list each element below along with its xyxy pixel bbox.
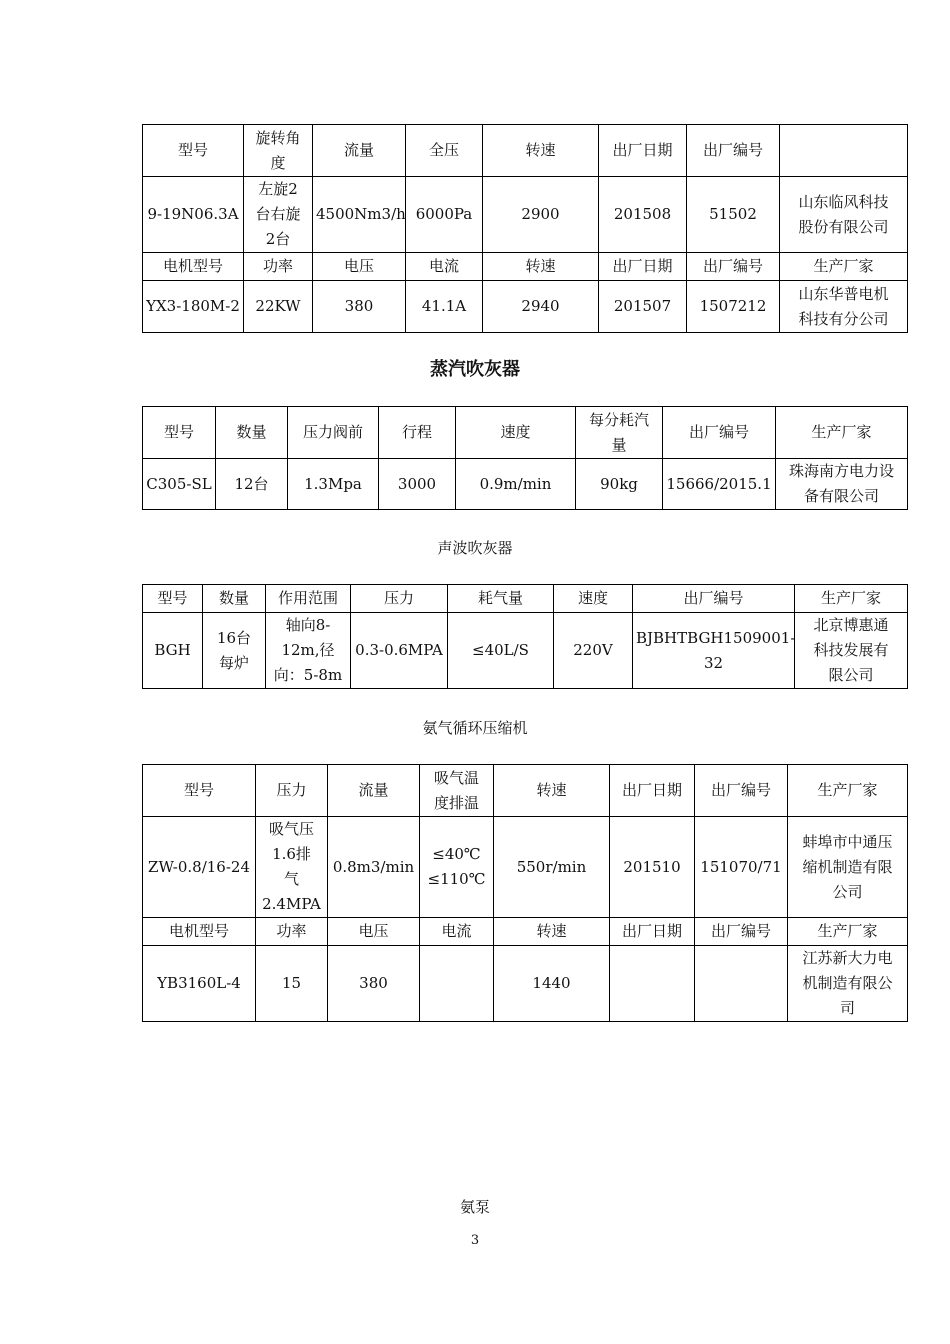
header-cell: 生产厂家 xyxy=(776,407,908,459)
table-cell: 北京博惠通 科技发展有 限公司 xyxy=(795,613,908,689)
table-cell: 380 xyxy=(328,946,420,1022)
table-row xyxy=(143,765,908,817)
table-row xyxy=(143,177,908,253)
header-cell: 耗气量 xyxy=(448,585,554,613)
table-cell: 出厂日期 xyxy=(610,918,695,946)
table-cell: 功率 xyxy=(244,253,313,281)
header-cell: 转速 xyxy=(494,765,610,817)
table-cell: YB3160L-4 xyxy=(143,946,256,1022)
table-cell: 电机型号 xyxy=(143,918,256,946)
table-cell: 220V xyxy=(554,613,633,689)
table-row xyxy=(143,253,908,281)
table-cell: 左旋2 台右旋 2台 xyxy=(244,177,313,253)
header-cell: 压力 xyxy=(351,585,448,613)
table-cell: 出厂日期 xyxy=(599,253,687,281)
table-cell: BGH xyxy=(143,613,203,689)
header-cell: 全压 xyxy=(406,125,483,177)
header-cell: 流量 xyxy=(328,765,420,817)
table-cell: 41.1A xyxy=(406,281,483,333)
table-cell: 功率 xyxy=(256,918,328,946)
table-row xyxy=(143,459,908,510)
header-cell: 出厂编号 xyxy=(663,407,776,459)
header-cell: 型号 xyxy=(143,125,244,177)
table-cell: 电流 xyxy=(406,253,483,281)
table-cell: 电压 xyxy=(328,918,420,946)
table-cell: 201507 xyxy=(599,281,687,333)
table-cell: 吸气压 1.6排 气 2.4MPA xyxy=(256,817,328,918)
header-cell: 数量 xyxy=(216,407,288,459)
table-cell: 380 xyxy=(313,281,406,333)
header-cell: 速度 xyxy=(554,585,633,613)
header-cell: 每分耗汽 量 xyxy=(576,407,663,459)
header-cell: 作用范围 xyxy=(266,585,351,613)
ammonia-compressor-table xyxy=(142,764,908,1022)
table-row xyxy=(143,281,908,333)
table-cell: 1.3Mpa xyxy=(288,459,379,510)
steam-sootblower-table xyxy=(142,406,908,510)
table-row xyxy=(143,817,908,918)
table-cell: 90kg xyxy=(576,459,663,510)
header-cell: 流量 xyxy=(313,125,406,177)
header-cell: 生产厂家 xyxy=(795,585,908,613)
table-cell: YX3-180M-2 xyxy=(143,281,244,333)
table-cell: 珠海南方电力设 备有限公司 xyxy=(776,459,908,510)
table-cell: 江苏新大力电 机制造有限公 司 xyxy=(788,946,908,1022)
header-cell: 压力阀前 xyxy=(288,407,379,459)
header-cell: 压力 xyxy=(256,765,328,817)
header-cell: 出厂编号 xyxy=(633,585,795,613)
table-cell: 15666/2015.1 xyxy=(663,459,776,510)
table-cell: C305-SL xyxy=(143,459,216,510)
header-cell xyxy=(780,125,908,177)
table-cell: 15 xyxy=(256,946,328,1022)
table-cell: 0.8m3/min xyxy=(328,817,420,918)
table-cell: 6000Pa xyxy=(406,177,483,253)
table-cell xyxy=(695,946,788,1022)
section-heading-steam-sootblower: 蒸汽吹灰器 xyxy=(430,359,520,380)
table-cell: 山东华普电机 科技有分公司 xyxy=(780,281,908,333)
table-cell: 蚌埠市中通压 缩机制造有限 公司 xyxy=(788,817,908,918)
header-cell: 数量 xyxy=(203,585,266,613)
table-cell: 16台 每炉 xyxy=(203,613,266,689)
table-cell: 4500Nm3/h xyxy=(313,177,406,253)
header-cell: 吸气温 度排温 xyxy=(420,765,494,817)
table-cell: 3000 xyxy=(379,459,456,510)
table-cell: 0.9m/min xyxy=(456,459,576,510)
header-cell: 型号 xyxy=(143,585,203,613)
table-cell: 转速 xyxy=(483,253,599,281)
table-cell: 2900 xyxy=(483,177,599,253)
table-cell: 轴向8- 12m,径 向：5-8m xyxy=(266,613,351,689)
section-heading-sonic-sootblower: 声波吹灰器 xyxy=(437,539,513,557)
table-cell: 12台 xyxy=(216,459,288,510)
header-cell: 生产厂家 xyxy=(788,765,908,817)
table-cell: 9-19N06.3A xyxy=(143,177,244,253)
table-cell xyxy=(610,946,695,1022)
header-cell: 出厂日期 xyxy=(610,765,695,817)
table-row xyxy=(143,613,908,689)
table-cell xyxy=(420,946,494,1022)
table-cell: 22KW xyxy=(244,281,313,333)
table-cell: ZW-0.8/16-24 xyxy=(143,817,256,918)
section-heading-ammonia-pump: 氨泵 xyxy=(459,1198,490,1216)
table-row xyxy=(143,125,908,177)
table-cell: 电流 xyxy=(420,918,494,946)
section-heading-ammonia-compressor: 氨气循环压缩机 xyxy=(422,719,528,737)
table-cell: 1440 xyxy=(494,946,610,1022)
header-cell: 速度 xyxy=(456,407,576,459)
header-cell: 出厂编号 xyxy=(695,765,788,817)
page-number: 3 xyxy=(470,1233,480,1248)
table-cell: 生产厂家 xyxy=(788,918,908,946)
table-cell: 转速 xyxy=(494,918,610,946)
fan-spec-table xyxy=(142,124,908,333)
table-cell: 2940 xyxy=(483,281,599,333)
header-cell: 旋转角 度 xyxy=(244,125,313,177)
table-cell: 山东临风科技 股份有限公司 xyxy=(780,177,908,253)
header-cell: 出厂编号 xyxy=(687,125,780,177)
table-row xyxy=(143,407,908,459)
table-cell: 550r/min xyxy=(494,817,610,918)
header-cell: 出厂日期 xyxy=(599,125,687,177)
sonic-sootblower-table xyxy=(142,584,908,689)
table-cell: 1507212 xyxy=(687,281,780,333)
table-cell: 201508 xyxy=(599,177,687,253)
table-cell: 201510 xyxy=(610,817,695,918)
table-cell: 出厂编号 xyxy=(687,253,780,281)
table-cell: 51502 xyxy=(687,177,780,253)
table-row xyxy=(143,918,908,946)
table-cell: 0.3-0.6MPA xyxy=(351,613,448,689)
table-cell: 电压 xyxy=(313,253,406,281)
table-cell: ≤40℃ ≤110℃ xyxy=(420,817,494,918)
table-cell: BJBHTBGH1509001-32 xyxy=(633,613,795,689)
table-cell: ≤40L/S xyxy=(448,613,554,689)
header-cell: 转速 xyxy=(483,125,599,177)
table-cell: 151070/71 xyxy=(695,817,788,918)
header-cell: 型号 xyxy=(143,765,256,817)
table-row xyxy=(143,946,908,1022)
table-cell: 电机型号 xyxy=(143,253,244,281)
header-cell: 型号 xyxy=(143,407,216,459)
table-cell: 出厂编号 xyxy=(695,918,788,946)
header-cell: 行程 xyxy=(379,407,456,459)
table-row xyxy=(143,585,908,613)
table-cell: 生产厂家 xyxy=(780,253,908,281)
